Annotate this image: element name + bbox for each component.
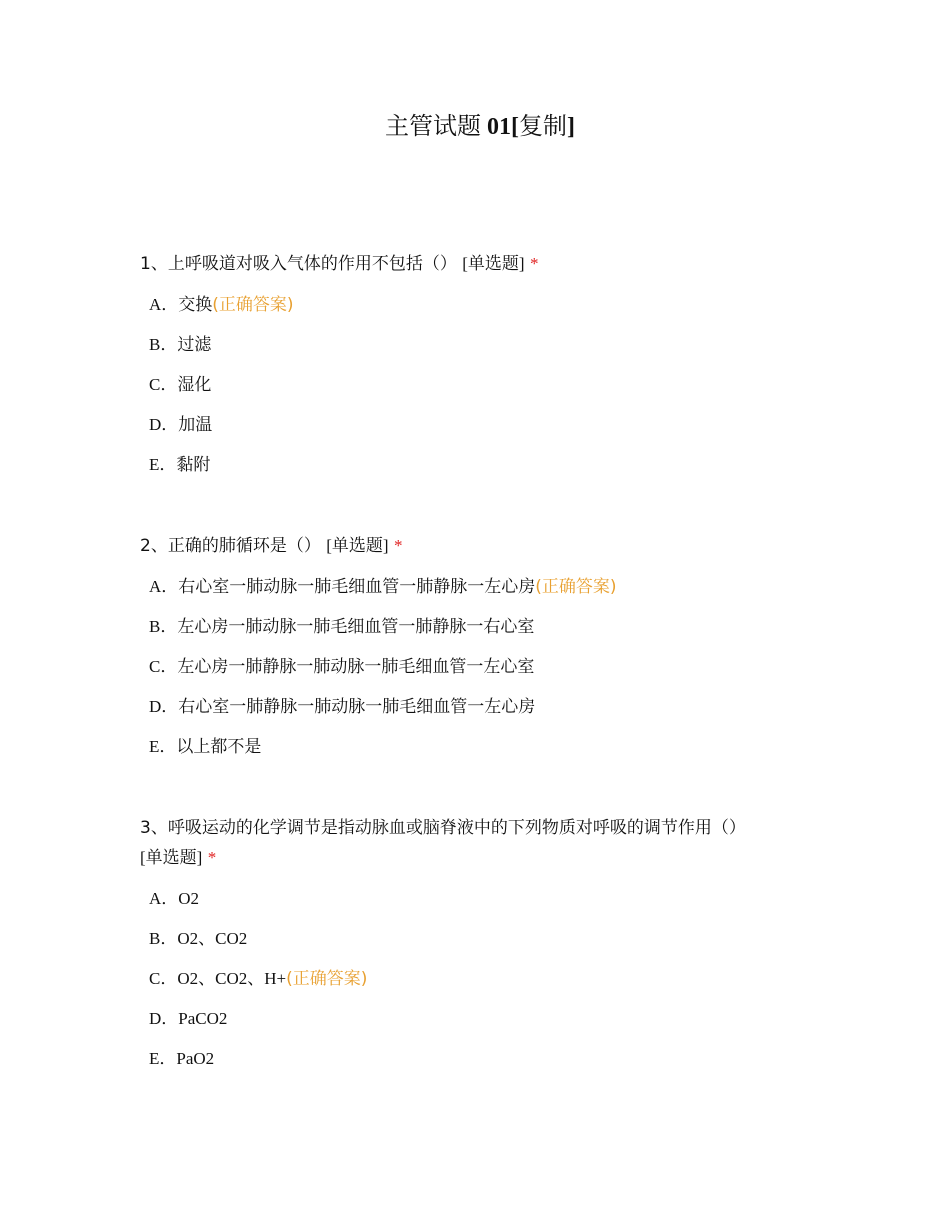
page-title	[0, 110, 950, 144]
option-letter: E．	[149, 1049, 177, 1068]
correct-answer-mark: (正确答案)	[286, 969, 368, 989]
option-e	[140, 1049, 820, 1089]
option-text: 右心室一肺静脉一肺动脉一肺毛细血管一左心房	[178, 697, 536, 717]
option-letter: E．	[149, 737, 177, 756]
option-letter: A．	[149, 889, 179, 908]
option-d	[140, 1009, 820, 1049]
option-a	[140, 889, 820, 929]
question-type-tag: [单选题]	[140, 848, 203, 867]
option-text: O2、CO2、H+	[177, 969, 287, 988]
option-text: 以上都不是	[176, 737, 262, 757]
title-bracket-close: ]	[567, 114, 575, 140]
option-letter: B．	[149, 335, 178, 354]
option-a	[140, 577, 820, 617]
option-letter: A．	[149, 295, 179, 314]
option-text: 加温	[178, 415, 213, 435]
title-bracket-open: [	[511, 114, 519, 140]
required-star: *	[393, 536, 403, 555]
question-stem: 3、呼吸运动的化学调节是指动脉血或脑脊液中的下列物质对呼吸的调节作用（）	[140, 818, 746, 838]
option-b	[140, 929, 820, 969]
option-c	[140, 969, 820, 1009]
option-text: PaCO2	[178, 1009, 228, 1028]
option-text: 过滤	[177, 335, 212, 355]
option-list	[140, 889, 820, 1089]
option-b	[140, 617, 820, 657]
option-letter: B．	[149, 929, 178, 948]
option-text: 左心房一肺动脉一肺毛细血管一肺静脉一右心室	[177, 617, 535, 637]
option-letter: C．	[149, 969, 178, 988]
title-copy-label: 复制	[519, 114, 567, 140]
option-text: PaO2	[176, 1049, 215, 1068]
option-letter: C．	[149, 657, 178, 676]
required-star: *	[529, 254, 539, 273]
option-e	[140, 737, 820, 777]
option-c	[140, 375, 820, 415]
option-text: 右心室一肺动脉一肺毛细血管一肺静脉一左心房	[178, 577, 536, 597]
option-letter: C．	[149, 375, 178, 394]
option-list	[140, 295, 820, 495]
option-text: 交换	[178, 295, 213, 315]
option-text: O2、CO2	[177, 929, 248, 948]
question-type-tag: [单选题]	[326, 536, 389, 555]
correct-answer-mark: (正确答案)	[535, 577, 617, 597]
correct-answer-mark: (正确答案)	[212, 295, 294, 315]
title-number: 01	[487, 114, 511, 140]
option-e	[140, 455, 820, 495]
option-b	[140, 335, 820, 375]
option-d	[140, 697, 820, 737]
option-d	[140, 415, 820, 455]
question-3	[140, 813, 820, 1089]
option-list	[140, 577, 820, 777]
option-letter: E．	[149, 455, 177, 474]
question-2	[140, 531, 820, 777]
question-stem: 1、上呼吸道对吸入气体的作用不包括（）	[140, 254, 457, 274]
question-1	[140, 249, 820, 495]
question-stem: 2、正确的肺循环是（）	[140, 536, 321, 556]
required-star: *	[207, 848, 217, 867]
option-text: 黏附	[176, 455, 211, 475]
title-main: 主管试题	[385, 114, 481, 140]
question-text	[140, 249, 820, 279]
option-c	[140, 657, 820, 697]
option-letter: B．	[149, 617, 178, 636]
option-letter: D．	[149, 415, 179, 434]
option-letter: D．	[149, 1009, 179, 1028]
option-text: O2	[178, 889, 200, 908]
question-text	[140, 813, 820, 873]
option-a	[140, 295, 820, 335]
option-text: 左心房一肺静脉一肺动脉一肺毛细血管一左心室	[177, 657, 535, 677]
option-letter: A．	[149, 577, 179, 596]
question-text	[140, 531, 820, 561]
option-text: 湿化	[177, 375, 212, 395]
question-type-tag: [单选题]	[462, 254, 525, 273]
option-letter: D．	[149, 697, 179, 716]
